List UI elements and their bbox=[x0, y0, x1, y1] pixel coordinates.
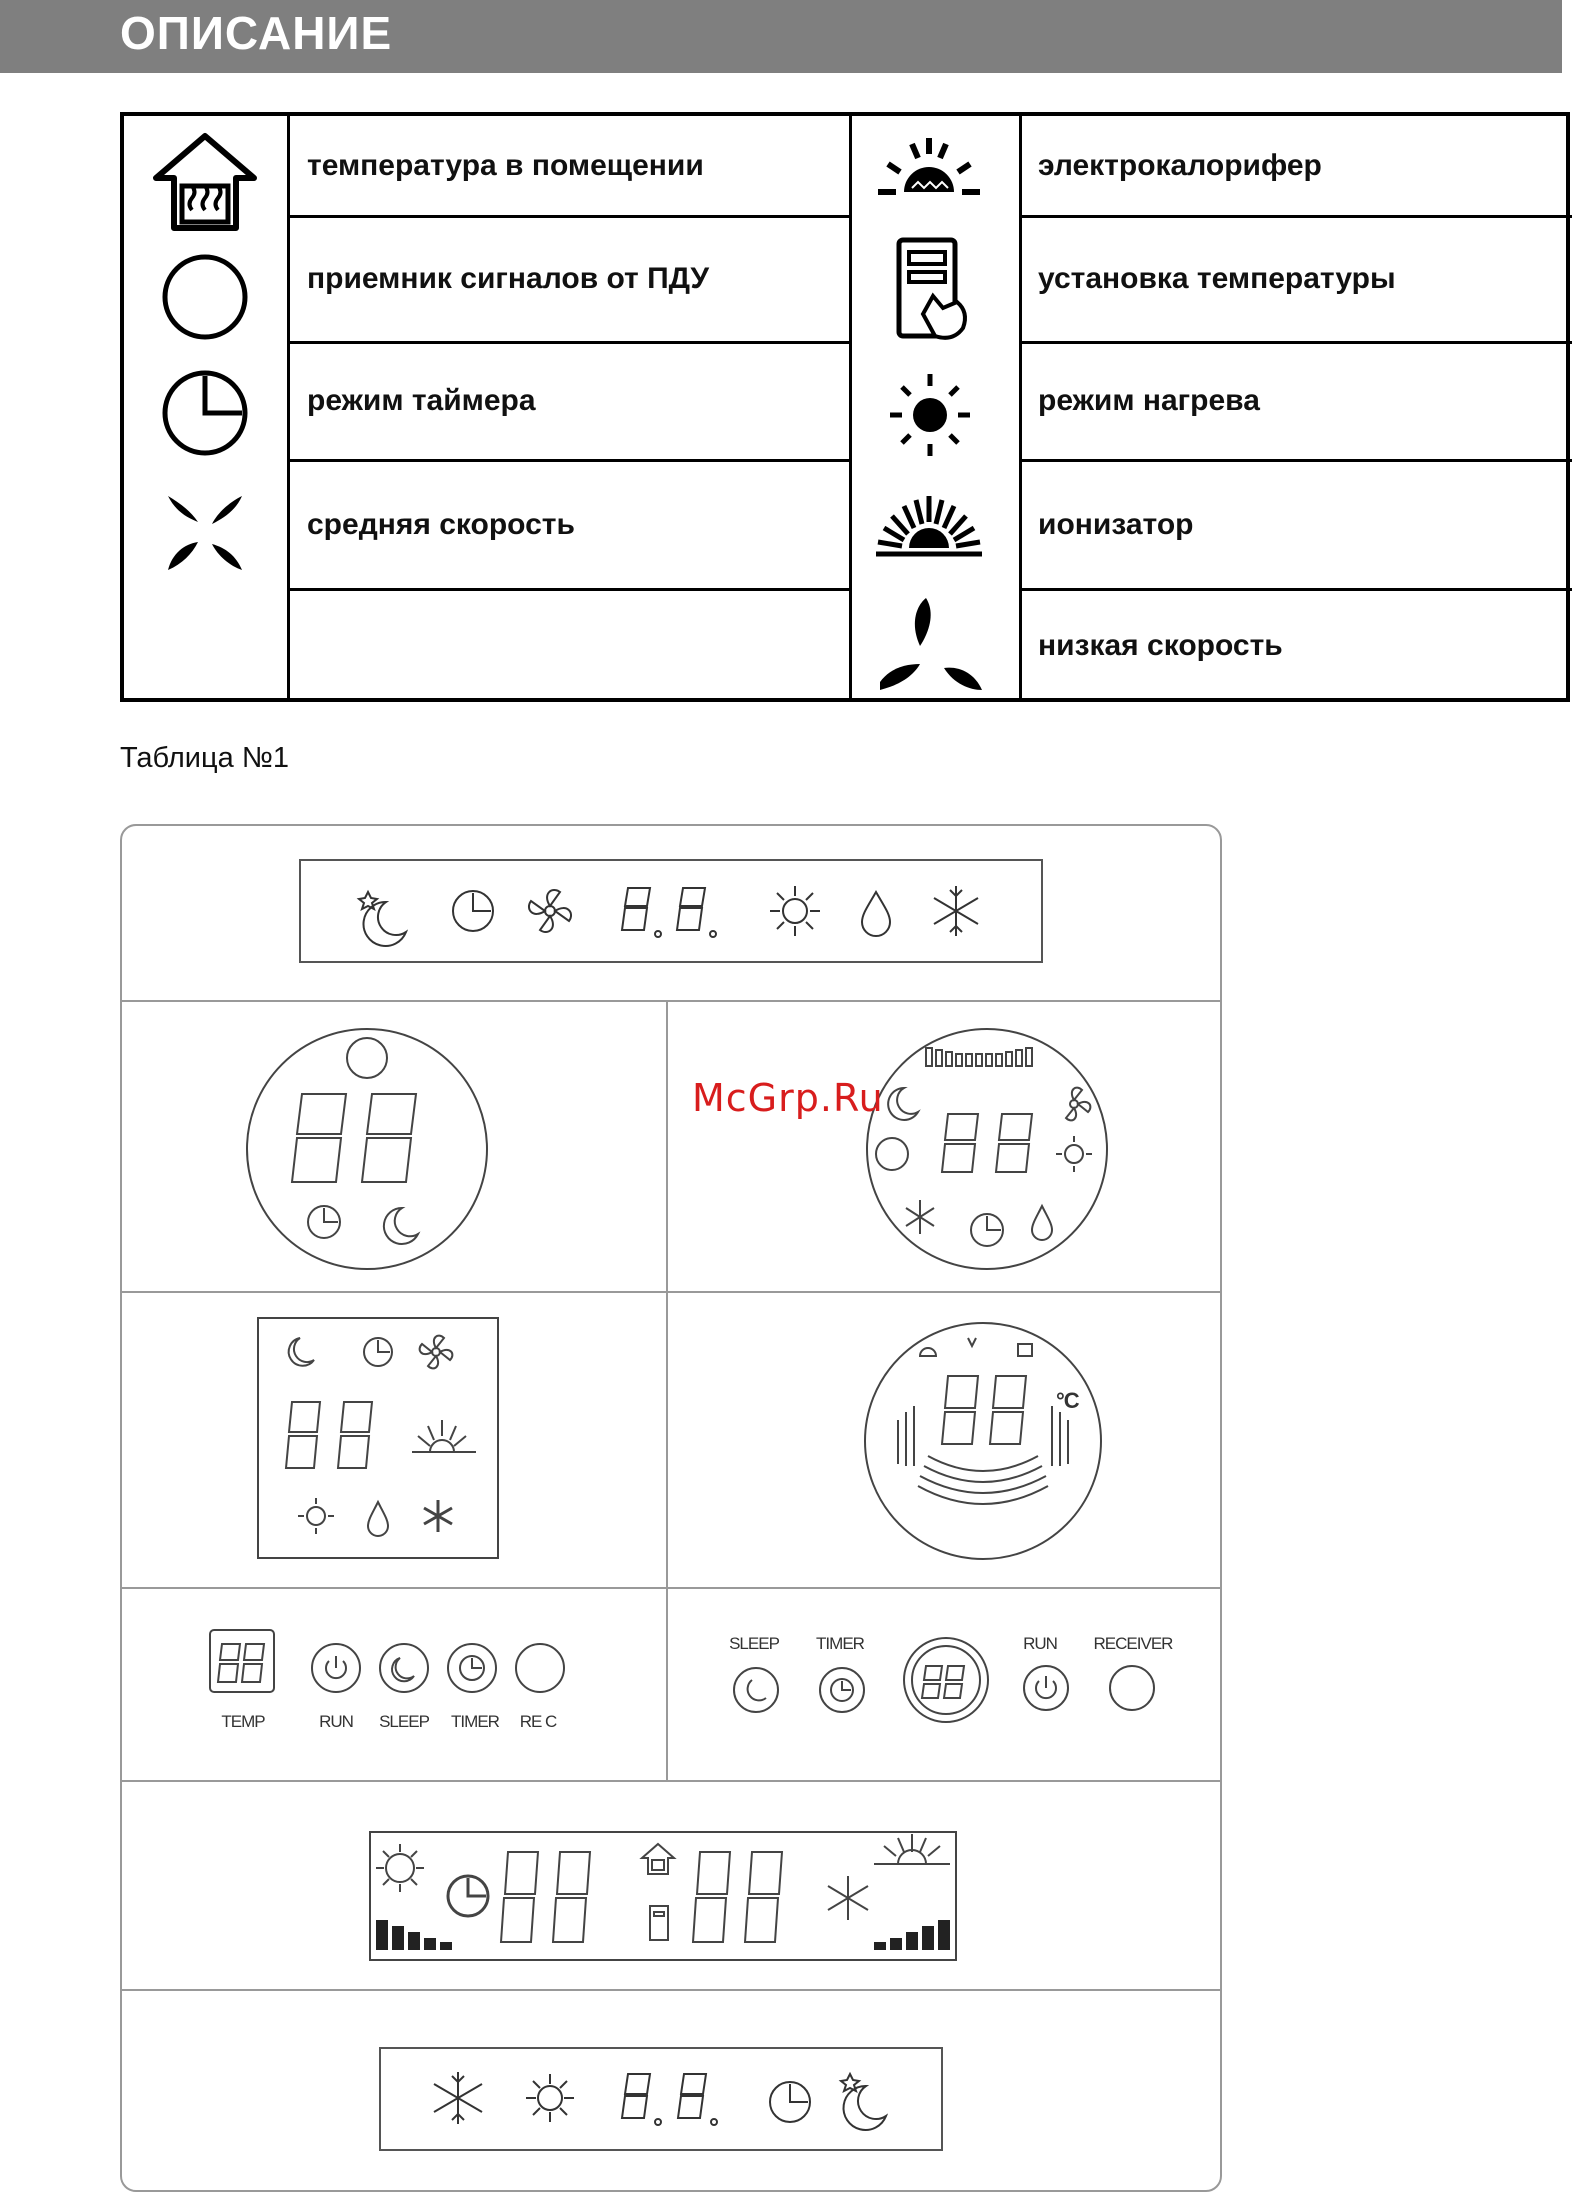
legend-label-low-fan: низкая скорость bbox=[1038, 629, 1283, 662]
sun-icon bbox=[526, 2074, 574, 2122]
panel-divider bbox=[122, 1989, 1220, 1991]
button-label-sleep: SLEEP bbox=[379, 1712, 429, 1731]
heating-sun-icon bbox=[890, 370, 970, 460]
level-bars-left bbox=[376, 1920, 452, 1950]
legend-label-electric-heater: электрокалорифер bbox=[1038, 149, 1322, 182]
snowflake-icon bbox=[424, 1500, 452, 1532]
watermark: McGrp.Ru bbox=[692, 1076, 884, 1120]
fan-icon bbox=[1066, 1088, 1090, 1121]
sleep-button bbox=[380, 1644, 428, 1692]
display-panels bbox=[120, 824, 1222, 2192]
legend-label-set-temperature: установка температуры bbox=[1038, 262, 1396, 295]
sleep-icon bbox=[841, 2074, 886, 2130]
panel-divider bbox=[666, 1000, 668, 1780]
timer-icon bbox=[364, 1338, 392, 1366]
legend-label-timer: режим таймера bbox=[307, 384, 536, 417]
button-label-temp: TEMP bbox=[221, 1712, 265, 1731]
button-label-run: RUN bbox=[319, 1712, 353, 1731]
timer-icon bbox=[770, 2082, 810, 2122]
digits-88 bbox=[622, 2074, 717, 2125]
level-arcs bbox=[898, 1406, 1068, 1504]
timer-icon bbox=[448, 1876, 488, 1916]
ionizer-icon bbox=[874, 488, 984, 568]
fan-icon bbox=[529, 890, 571, 932]
timer-icon bbox=[971, 1214, 1003, 1246]
panel-square bbox=[256, 1316, 500, 1560]
table-divider bbox=[1019, 215, 1572, 218]
digits-88-right bbox=[693, 1852, 782, 1942]
receiver-button bbox=[516, 1644, 564, 1692]
page-title: ОПИСАНИЕ bbox=[120, 7, 393, 59]
drop-icon bbox=[862, 892, 890, 936]
room-temperature-icon bbox=[150, 130, 260, 240]
table-divider bbox=[1019, 341, 1572, 344]
button-label-timer-2: TIMER bbox=[816, 1634, 864, 1653]
sun-icon bbox=[770, 886, 820, 936]
digits-88 bbox=[622, 888, 716, 937]
timer-icon bbox=[453, 891, 493, 931]
panel-round-1 bbox=[242, 1024, 492, 1274]
sleep-icon bbox=[384, 1208, 418, 1244]
table-divider bbox=[287, 341, 849, 344]
drop-icon bbox=[368, 1502, 388, 1536]
digits-88 bbox=[942, 1114, 1032, 1172]
legend-label-heating: режим нагрева bbox=[1038, 384, 1260, 417]
sleep-icon bbox=[289, 1338, 314, 1366]
ionizer-icon bbox=[874, 1834, 950, 1864]
table-divider bbox=[287, 116, 290, 698]
panel-buttons-left bbox=[208, 1628, 588, 1704]
table-divider bbox=[287, 588, 849, 591]
celsius-label: °C bbox=[1056, 1388, 1079, 1413]
medium-fan-icon bbox=[160, 488, 250, 578]
timer-icon bbox=[160, 368, 250, 458]
sun-icon bbox=[298, 1498, 334, 1534]
level-bars bbox=[926, 1048, 1032, 1066]
panel-divider bbox=[122, 1000, 1220, 1002]
snowflake-icon bbox=[434, 2072, 482, 2124]
heater-icon bbox=[920, 1348, 936, 1356]
panel-round-3 bbox=[858, 1316, 1108, 1566]
button-label-run-2: RUN bbox=[1023, 1634, 1057, 1653]
receiver-icon bbox=[347, 1038, 387, 1078]
signal-receiver-icon bbox=[160, 252, 250, 342]
drop-icon bbox=[1032, 1206, 1052, 1240]
table-divider bbox=[1019, 588, 1572, 591]
panel-divider bbox=[122, 1780, 1220, 1782]
panel-strip-2 bbox=[378, 2046, 944, 2152]
snowflake-icon bbox=[828, 1876, 868, 1920]
panel-divider bbox=[122, 1587, 1220, 1589]
panel-buttons-right bbox=[722, 1634, 1192, 1724]
set-temperature-icon bbox=[889, 234, 979, 344]
legend-label-signal-receiver: приемник сигналов от ПДУ bbox=[307, 262, 710, 295]
snowflake-icon bbox=[934, 886, 978, 936]
table-divider bbox=[287, 459, 849, 462]
snowflake-icon bbox=[968, 1338, 976, 1346]
fan-icon bbox=[420, 1336, 453, 1369]
sleep-icon bbox=[888, 1088, 918, 1120]
legend-label-medium-fan: средняя скорость bbox=[307, 508, 575, 541]
sleep-icon bbox=[359, 892, 406, 946]
level-bars-right bbox=[874, 1920, 950, 1950]
button-label-receiver: RECEIVER bbox=[1093, 1634, 1173, 1653]
ionizer-icon bbox=[412, 1420, 476, 1452]
receiver-button bbox=[1110, 1666, 1154, 1710]
table-divider bbox=[1019, 116, 1022, 698]
electric-heater-icon bbox=[874, 134, 984, 214]
receiver-icon bbox=[876, 1138, 908, 1170]
panel-divider bbox=[122, 1291, 1220, 1293]
button-label-timer: TIMER bbox=[451, 1712, 499, 1731]
table-divider bbox=[849, 116, 852, 698]
low-fan-icon bbox=[876, 594, 986, 698]
sun-icon bbox=[1056, 1136, 1092, 1172]
timer-icon bbox=[308, 1206, 340, 1238]
table-divider bbox=[1019, 459, 1572, 462]
button-label-sleep-2: SLEEP bbox=[729, 1634, 779, 1653]
digits-88-left bbox=[501, 1852, 590, 1942]
sleep-button bbox=[734, 1668, 778, 1712]
snowflake-icon bbox=[906, 1200, 934, 1234]
digits-88 bbox=[942, 1376, 1026, 1444]
screen-icon bbox=[1018, 1344, 1032, 1356]
legend-label-room-temperature: температура в помещении bbox=[307, 149, 704, 182]
set-temperature-icon bbox=[650, 1906, 668, 1940]
panel-round-2 bbox=[862, 1024, 1112, 1274]
panel-wide bbox=[368, 1830, 958, 1962]
digits-88 bbox=[292, 1094, 416, 1182]
legend-label-ionizer: ионизатор bbox=[1038, 508, 1194, 541]
header-bar bbox=[0, 0, 1562, 73]
panel-strip-1 bbox=[298, 858, 1044, 964]
legend-table bbox=[120, 112, 1570, 702]
digits-28 bbox=[286, 1402, 372, 1468]
sun-icon bbox=[376, 1844, 424, 1892]
table-caption: Таблица №1 bbox=[120, 742, 290, 774]
table-divider bbox=[287, 215, 849, 218]
button-label-rec: RE C bbox=[519, 1712, 557, 1731]
room-temperature-icon bbox=[642, 1844, 674, 1874]
